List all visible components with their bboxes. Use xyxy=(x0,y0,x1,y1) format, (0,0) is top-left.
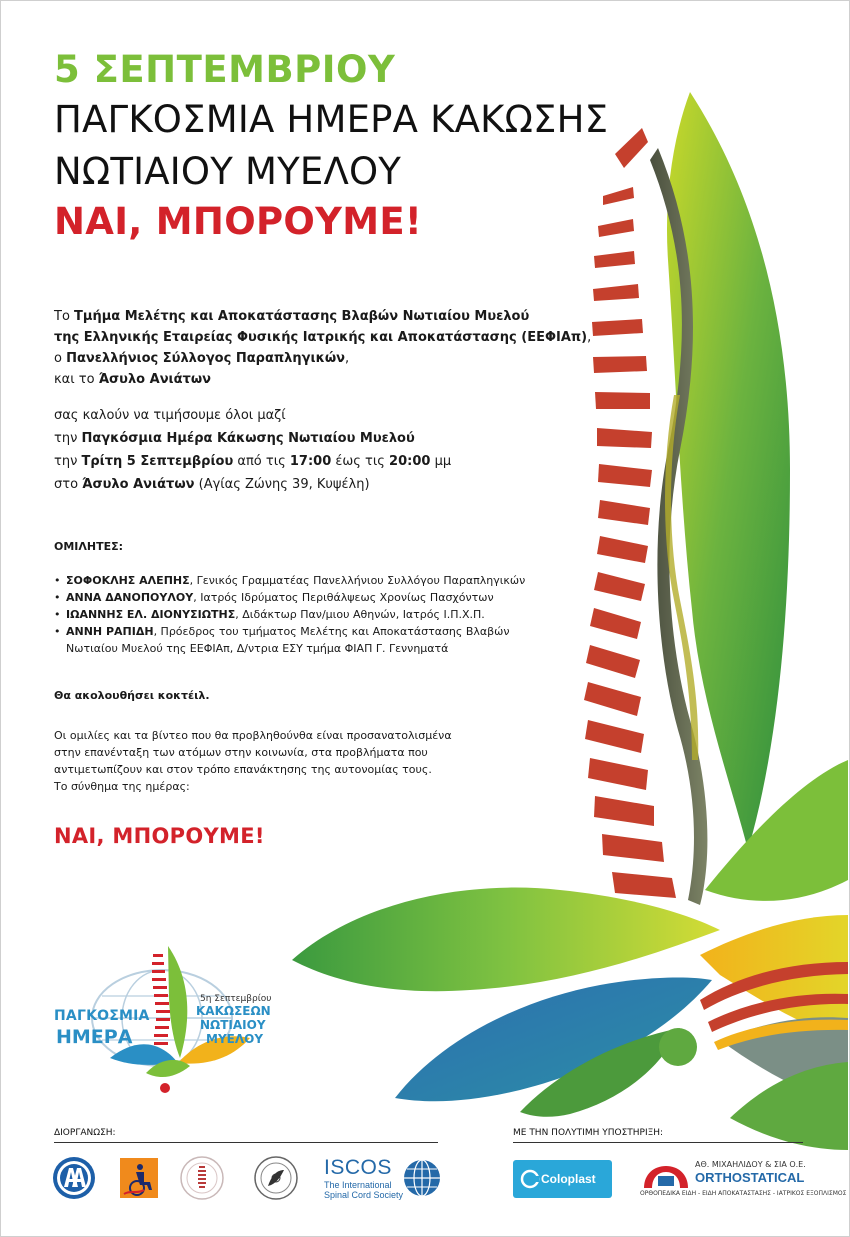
intro-paragraph xyxy=(54,306,614,390)
coloplast-name: Coloplast xyxy=(541,1172,596,1186)
intro-line-4 xyxy=(54,369,614,390)
iscos-subtitle-1: The International xyxy=(324,1180,392,1190)
speaker-role-continued: Νωτιαίου Μυελού της ΕΕΦΙΑπ, Δ/ντρια ΕΣΥ τμήμα ΦΙΑΠ Γ. Γεννηματά xyxy=(66,642,449,655)
right-leaf-shape xyxy=(705,760,848,901)
speaker-role: , Πρόεδρος του τμήματος Μελέτης και Αποκατάστασης Βλαβών xyxy=(153,625,510,638)
invite-l4-pre: στο xyxy=(54,477,83,492)
coloplast-mark-icon xyxy=(520,1169,540,1189)
eefiap-seal-icon xyxy=(255,1157,297,1199)
left-leaf-shape xyxy=(292,888,720,992)
speaker-item xyxy=(54,623,614,657)
speaker-role: , Ιατρός Ιδρύματος Περιθάλψεως Χρονίως Πασχόντων xyxy=(193,591,494,604)
description-line: αντιμετωπίζουν και στον τρόπο επανάκτησης της αυτονομίας τους. xyxy=(54,763,432,776)
invite-line-3 xyxy=(54,450,614,473)
intro-line-2 xyxy=(54,327,614,348)
title-line-2: ΠΑΓΚΟΣΜΙΑ ΗΜΕΡΑ ΚΑΚΩΣΗΣ xyxy=(54,98,609,141)
invite-l3-date: Τρίτη 5 Σεπτεμβρίου xyxy=(81,454,234,469)
speaker-item xyxy=(54,606,614,623)
aa-logo-icon xyxy=(53,1157,95,1199)
invite-l3-mid1: από τις xyxy=(233,454,290,469)
paraplegics-association-icon xyxy=(120,1158,158,1198)
organizers-label: ΔΙΟΡΓΑΝΩΣΗ: xyxy=(54,1128,116,1138)
speaker-name: ΑΝΝΗ ΡΑΠΙΔΗ xyxy=(66,625,154,638)
invite-l3-post: μμ xyxy=(430,454,452,469)
event-logo xyxy=(50,938,290,1098)
invite-paragraph xyxy=(54,404,614,496)
intro-l1-pre: Το xyxy=(54,309,75,324)
supporters-label: ΜΕ ΤΗΝ ΠΟΛΥΤΙΜΗ ΥΠΟΣΤΗΡΙΞΗ: xyxy=(513,1128,664,1138)
orthostatical-tagline: ΟΡΘΟΠΕΔΙΚΑ ΕΙΔΗ - ΕΙΔΗ ΑΠΟΚΑΤΑΣΤΑΣΗΣ - ΙΑΤΡΙΚΟΣ ΕΞΟΠΛΙΣΜΟΣ xyxy=(640,1190,847,1197)
orthostatical-company: ΑΘ. ΜΙΧΑΗΛΙΔΟΥ & ΣΙΑ Ο.Ε. xyxy=(695,1160,806,1169)
description-line: Το σύνθημα της ημέρας: xyxy=(54,780,190,793)
intro-l2-bold: της Ελληνικής Εταιρείας Φυσικής Ιατρικής και Αποκατάστασης (ΕΕΦΙΑπ) xyxy=(54,330,588,345)
logo-text-world: ΠΑΓΚΟΣΜΙΑ xyxy=(54,1008,150,1024)
intro-l1-bold: Τμήμα Μελέτης και Αποκατάστασης Βλαβών Νωτιαίου Μυελού xyxy=(74,309,530,324)
description-paragraph xyxy=(54,727,614,795)
title-line-3: ΝΩΤΙΑΙΟΥ ΜΥΕΛΟΥ xyxy=(54,150,402,193)
logo-text-day: ΗΜΕΡΑ xyxy=(56,1026,133,1048)
logo-text-date: 5η Σεπτεμβρίου xyxy=(200,994,272,1004)
intro-line-3 xyxy=(54,348,614,369)
iscos-subtitle-2: Spinal Cord Society xyxy=(324,1190,404,1200)
speaker-item xyxy=(54,572,614,589)
invite-l3-mid2: έως τις xyxy=(331,454,390,469)
intro-line-1 xyxy=(54,306,614,327)
invite-l3-start: 17:00 xyxy=(289,454,332,469)
intro-l4-pre: και το xyxy=(54,372,99,387)
intro-l2-post: , xyxy=(587,330,592,345)
slogan: ΝΑΙ, ΜΠΟΡΟΥΜΕ! xyxy=(54,824,265,848)
speakers-list xyxy=(54,572,614,657)
description-line: στην επανένταξη των ατόμων στην κοινωνία, στα προβλήματα που xyxy=(54,746,428,759)
invite-l3-pre: την xyxy=(54,454,82,469)
speaker-role: , Γενικός Γραμματέας Πανελλήνιου Συλλόγου Παραπληγικών xyxy=(189,574,526,587)
iscos-name: ISCOS xyxy=(324,1156,392,1179)
intro-l3-post: , xyxy=(344,351,350,366)
supporters-divider xyxy=(513,1142,803,1143)
orthostatical-mark-icon xyxy=(640,1162,692,1190)
cocktail-note: Θα ακολουθήσει κοκτέιλ. xyxy=(54,689,210,702)
intro-l4-bold: Άσυλο Ανιάτων xyxy=(98,372,212,387)
speaker-name: ΙΩΑΝΝΗΣ ΕΛ. ΔΙΟΝΥΣΙΩΤΗΣ xyxy=(66,608,236,621)
invite-l2-pre: την xyxy=(54,431,82,446)
title-date: 5 ΣΕΠΤΕΜΒΡΙΟΥ xyxy=(54,48,396,91)
invite-line-4 xyxy=(54,473,614,496)
invite-l4-post: (Αγίας Ζώνης 39, Κυψέλη) xyxy=(194,477,370,492)
speaker-item xyxy=(54,589,614,606)
logo-text-cord: ΜΥΕΛΟΥ xyxy=(206,1032,264,1046)
orthostatical-logo xyxy=(640,1160,847,1210)
invite-line-2 xyxy=(54,427,614,450)
logo-text-spinal: ΝΩΤΙΑΙΟΥ xyxy=(200,1018,266,1032)
description-line: Οι ομιλίες και τα βίντεο που θα προβληθούνθα είναι προσανατολισμένα xyxy=(54,729,452,742)
spine-society-seal-icon xyxy=(181,1157,223,1199)
invite-l2-bold: Παγκόσμια Ημέρα Κάκωσης Νωτιαίου Μυελού xyxy=(81,431,415,446)
logo-text-injuries: ΚΑΚΩΣΕΩΝ xyxy=(196,1004,271,1018)
invite-l4-bold: Άσυλο Ανιάτων xyxy=(82,477,195,492)
speaker-name: ΑΝΝΑ ΔΑΝΟΠΟΥΛΟΥ xyxy=(66,591,194,604)
intro-l3-pre: ο xyxy=(54,351,67,366)
orthostatical-name: ORTHOSTATICAL xyxy=(695,1170,805,1185)
invite-l3-end: 20:00 xyxy=(389,454,431,469)
speakers-heading: ΟΜΙΛΗΤΕΣ: xyxy=(54,540,124,553)
green-dot xyxy=(659,1028,697,1066)
iscos-logo xyxy=(324,1156,403,1200)
organizers-divider xyxy=(54,1142,438,1143)
invite-line-1: σας καλούν να τιμήσουμε όλοι μαζί xyxy=(54,408,286,423)
speaker-role: , Διδάκτωρ Παν/μιου Αθηνών, Ιατρός Ι.Π.Χ.Π. xyxy=(235,608,485,621)
speaker-name: ΣΟΦΟΚΛΗΣ ΑΛΕΠΗΣ xyxy=(66,574,190,587)
coloplast-logo xyxy=(513,1160,612,1198)
title-line-4: ΝΑΙ, ΜΠΟΡΟΥΜΕ! xyxy=(54,200,423,243)
intro-l3-bold: Πανελλήνιος Σύλλογος Παραπληγικών xyxy=(66,351,345,366)
iscos-globe-icon xyxy=(404,1160,440,1196)
